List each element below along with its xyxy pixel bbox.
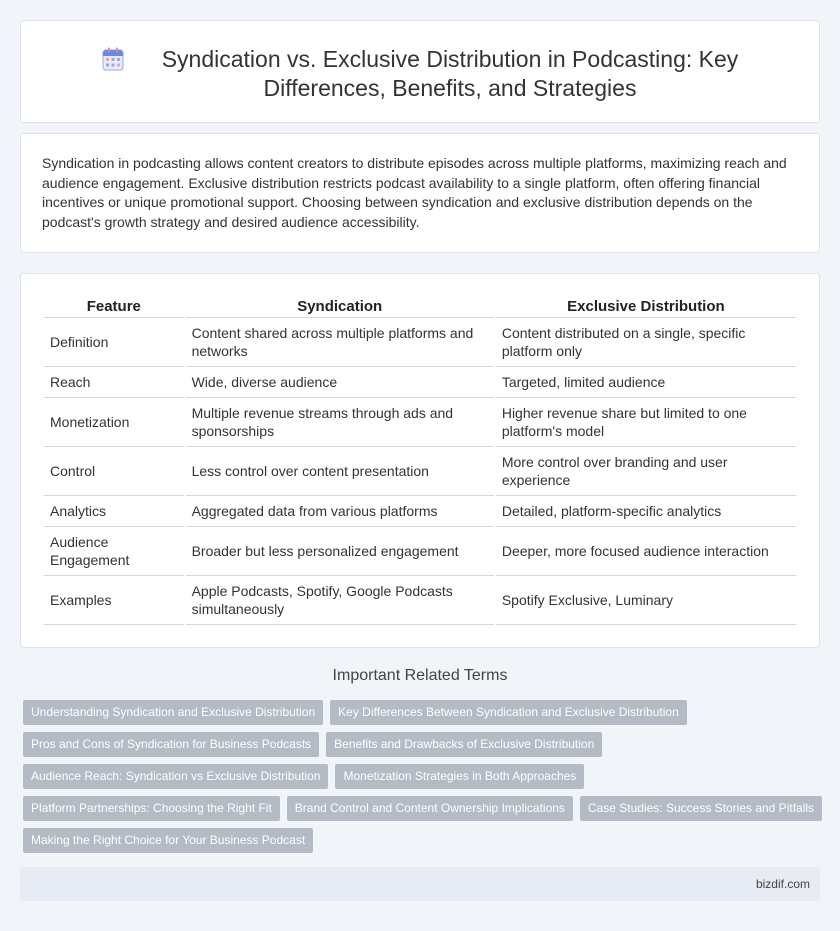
table-row — [44, 527, 796, 576]
exclusive-cell: Detailed, platform-specific analytics — [496, 496, 796, 527]
header-exclusive: Exclusive Distribution — [496, 296, 796, 318]
footer — [20, 867, 820, 901]
intro-card — [20, 133, 820, 253]
calendar-icon — [102, 47, 124, 71]
feature-cell: Analytics — [44, 496, 184, 527]
feature-cell: Reach — [44, 367, 184, 398]
title-card — [20, 20, 820, 123]
feature-cell: Audience Engagement — [44, 527, 184, 576]
table-row — [44, 318, 796, 367]
syndication-cell: Aggregated data from various platforms — [186, 496, 494, 527]
related-term-tag[interactable]: Audience Reach: Syndication vs Exclusive Distribution — [23, 764, 328, 789]
related-term-tag[interactable]: Benefits and Drawbacks of Exclusive Distribution — [326, 732, 602, 757]
related-term-tag[interactable]: Key Differences Between Syndication and Exclusive Distribution — [330, 700, 687, 725]
exclusive-cell: Targeted, limited audience — [496, 367, 796, 398]
site-link[interactable]: bizdif.com — [755, 877, 810, 891]
table-header-row — [44, 296, 796, 318]
related-term-tag[interactable]: Monetization Strategies in Both Approaches — [335, 764, 584, 789]
feature-cell: Definition — [44, 318, 184, 367]
related-term-tag[interactable]: Pros and Cons of Syndication for Business Podcasts — [23, 732, 319, 757]
exclusive-cell: More control over branding and user experience — [496, 447, 796, 496]
table-row — [44, 398, 796, 447]
exclusive-cell: Spotify Exclusive, Luminary — [496, 576, 796, 625]
related-term-tag[interactable]: Platform Partnerships: Choosing the Right Fit — [23, 796, 280, 821]
syndication-cell: Apple Podcasts, Spotify, Google Podcasts simultaneously — [186, 576, 494, 625]
table-row — [44, 367, 796, 398]
syndication-cell: Broader but less personalized engagement — [186, 527, 494, 576]
related-terms-title: Important Related Terms — [332, 667, 508, 684]
comparison-table — [42, 296, 798, 625]
related-term-tag[interactable]: Brand Control and Content Ownership Implications — [287, 796, 573, 821]
page-title: Syndication vs. Exclusive Distribution in Podcasting: Key Differences, Benefits, and Strategies — [161, 46, 739, 101]
feature-cell: Monetization — [44, 398, 184, 447]
related-terms-list — [23, 700, 823, 860]
intro-paragraph: Syndication in podcasting allows content creators to distribute episodes across multiple platforms, maximizing reach and audience engagement. Exclusive distribution restricts podcast availability to a single platform, often offering financial incentives or unique promotional support. Choosing between syndication and exclusive distribution depends on the podcast's growth strategy and desired audience accessibility. — [42, 155, 787, 230]
feature-cell: Control — [44, 447, 184, 496]
header-syndication: Syndication — [186, 296, 494, 318]
exclusive-cell: Deeper, more focused audience interaction — [496, 527, 796, 576]
related-term-tag[interactable]: Case Studies: Success Stories and Pitfalls — [580, 796, 822, 821]
feature-cell: Examples — [44, 576, 184, 625]
syndication-cell: Content shared across multiple platforms and networks — [186, 318, 494, 367]
syndication-cell: Less control over content presentation — [186, 447, 494, 496]
comparison-card — [20, 273, 820, 648]
related-term-tag[interactable]: Making the Right Choice for Your Business Podcast — [23, 828, 313, 853]
exclusive-cell: Content distributed on a single, specific platform only — [496, 318, 796, 367]
syndication-cell: Wide, diverse audience — [186, 367, 494, 398]
table-row — [44, 496, 796, 527]
header-feature: Feature — [44, 296, 184, 318]
exclusive-cell: Higher revenue share but limited to one platform's model — [496, 398, 796, 447]
syndication-cell: Multiple revenue streams through ads and sponsorships — [186, 398, 494, 447]
table-row — [44, 447, 796, 496]
related-term-tag[interactable]: Understanding Syndication and Exclusive Distribution — [23, 700, 323, 725]
table-row — [44, 576, 796, 625]
